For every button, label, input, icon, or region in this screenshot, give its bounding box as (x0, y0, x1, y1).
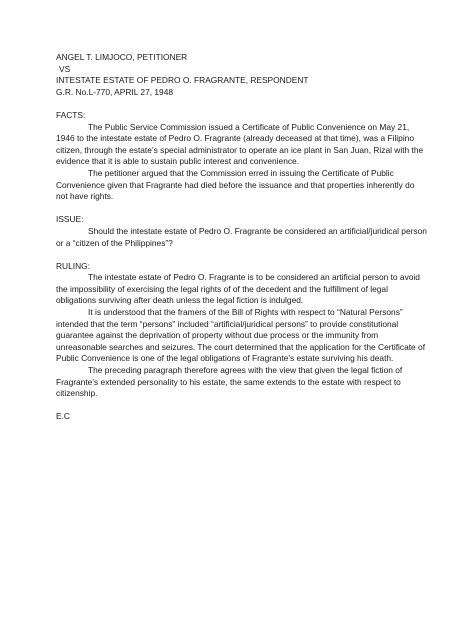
versus-line: VS (59, 63, 71, 74)
ruling-paragraph-3: The preceding paragraph therefore agrees with the view that given the legal fiction of Fragrante’s extended personality to his estate, the same extends to the estate with respect to citizenship. (56, 365, 403, 399)
document-body (56, 52, 428, 423)
ruling-heading: RULING: (56, 260, 90, 271)
issue-paragraph: Should the intestate estate of Pedro O. Fragrante be considered an artificial/juridical person or a “citizen of the Philippines”? (56, 225, 427, 248)
author-initials: E.C (56, 411, 70, 422)
spacer (56, 249, 428, 261)
spacer (56, 400, 428, 412)
petitioner-line: ANGEL T. LIMJOCO, PETITIONER (56, 52, 188, 62)
case-number-line: G.R. No.L-770, APRIL 27, 1948 (56, 86, 174, 97)
ruling-paragraph-1: The intestate estate of Pedro O. Fragrante is to be considered an artificial person to avoid the impossibility of exercising the legal rights of of the decedent and the fulfillment of legal obligations surviving after death unless the legal fiction is indulged. (56, 272, 420, 306)
ruling-paragraph-2: It is understood that the framers of the Bill of Rights with respect to “Natural Persons” intended that the term “persons” included “artificial/juridical persons” to provide constitutional guarantee against the deprivation of property without due process or the immunity from unreasonable searches and seizures. The court determined that the application for the Certificate of Public Convenience is one of the legal obligations of Fragrante’s estate surviving his death. (56, 307, 426, 364)
respondent-line: INTESTATE ESTATE OF PEDRO O. FRAGRANTE, RESPONDENT (56, 75, 309, 86)
spacer (56, 203, 428, 215)
facts-paragraph-1: The Public Service Commission issued a Certificate of Public Convenience on May 21, 1946 to the intestate estate of Pedro O. Fragrante (already deceased at that time), was a Filipino citizen, through the estate’s special administrator to operate an ice plant in San Juan, Rizal with the evidence that it is able to sustain public interest and convenience. (56, 121, 424, 167)
facts-paragraph-2: The petitioner argued that the Commission erred in issuing the Certificate of Public Convenience given that Fragrante had died before the issuance and that properties inherently do not have rights. (56, 167, 415, 202)
issue-heading: ISSUE: (56, 214, 84, 225)
spacer (56, 98, 428, 110)
facts-heading: FACTS: (56, 109, 86, 120)
